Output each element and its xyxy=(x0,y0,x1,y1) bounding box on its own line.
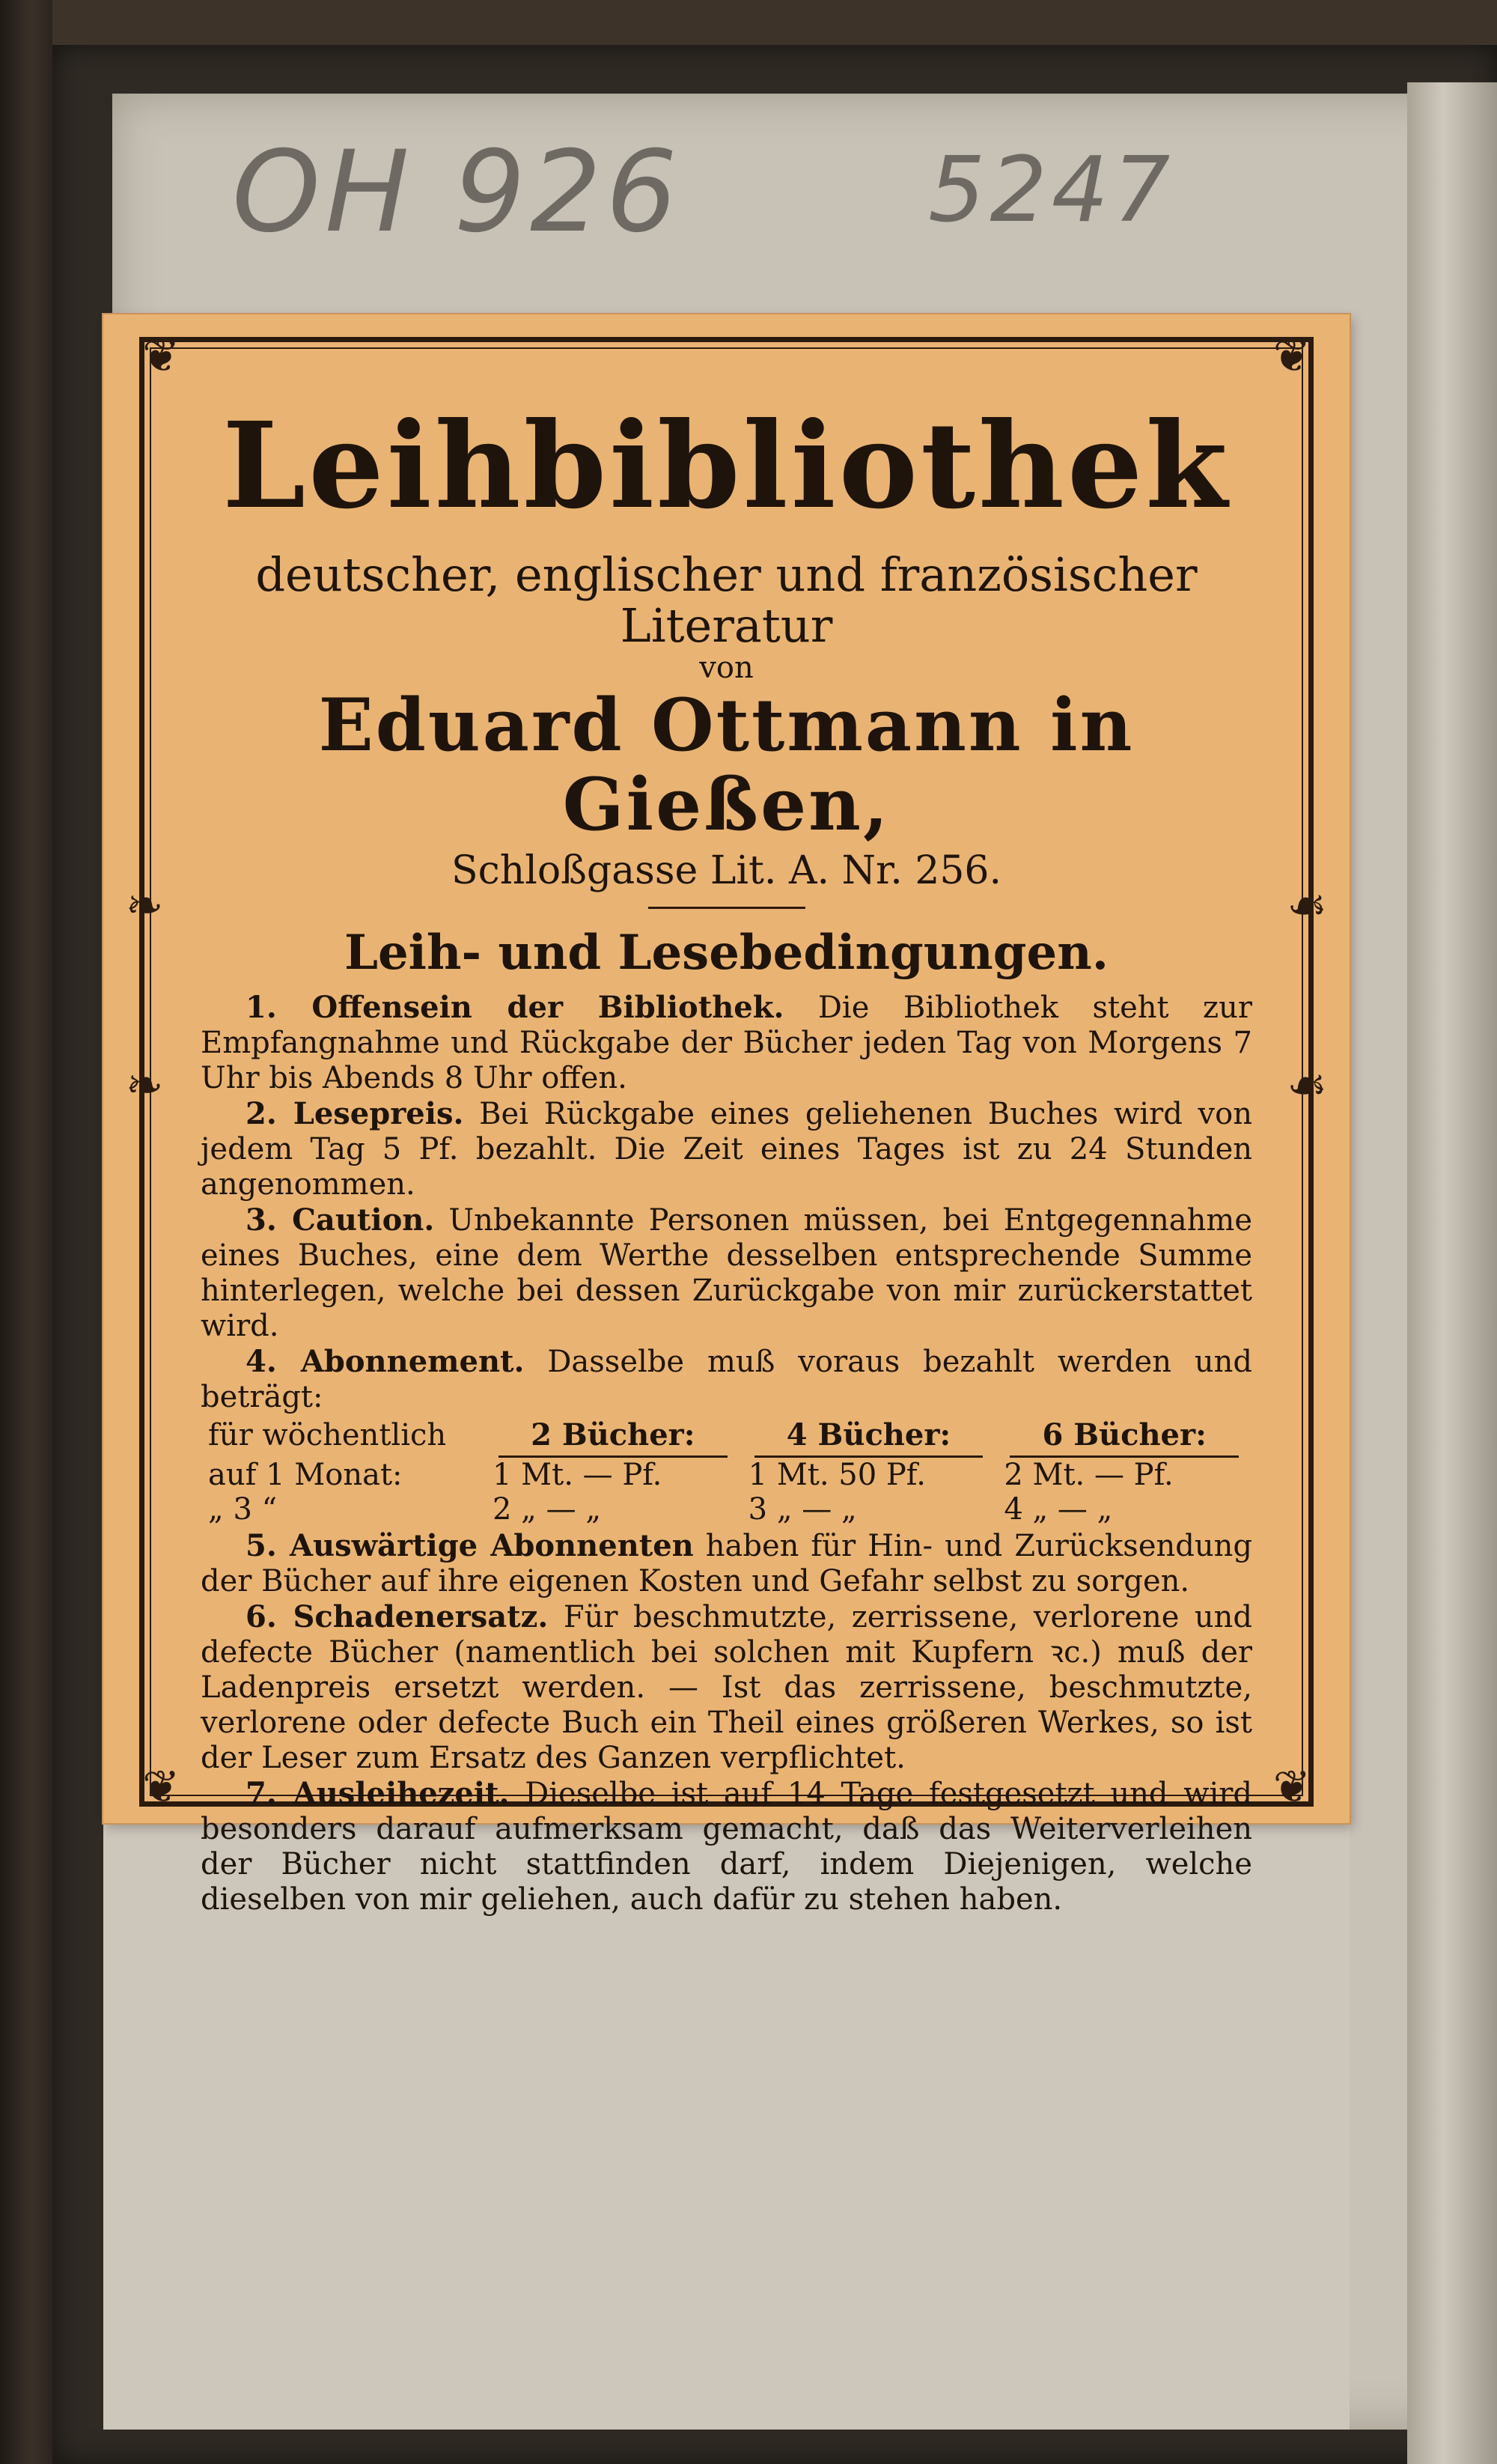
condition-text: Dieselbe ist auf 14 Tage festgesetzt und wird besonders darauf aufmerksam gemacht, daß das Weiterverleihen der Bücher nicht stattfinden darf, indem Diejenigen, welche dieselben von mir geliehen, auch dafür zu stehen haben. xyxy=(201,1777,1253,1917)
condition-text: Bei Rückgabe eines geliehenen Buches wird von jedem Tag 5 Pf. bezahlt. Die Zeit eines Tages ist zu 24 Stunden angenommen. xyxy=(201,1097,1252,1202)
conditions-heading: Leih- und Lesebedingungen. xyxy=(344,924,1109,981)
corner-ornament-icon: ❦ xyxy=(142,1761,180,1813)
condition-lead: 1. Offensein der Bibliothek. xyxy=(246,990,784,1026)
side-ornament-icon: ❧ xyxy=(126,880,164,932)
side-ornament-icon: ❧ xyxy=(126,1059,164,1112)
book-spine-edge xyxy=(0,0,52,2464)
rates-column-header: 2 Bücher: xyxy=(499,1418,728,1458)
condition-lead: 5. Auswärtige Abonnenten xyxy=(246,1528,694,1564)
rates-cell: 2 Mt. — Pf. xyxy=(1004,1458,1174,1493)
condition-text: Dasselbe muß voraus bezahlt werden und beträgt: xyxy=(201,1345,1252,1415)
corner-ornament-icon: ❦ xyxy=(1272,1761,1311,1813)
label-subtitle: deutscher, englischer und französischer Literatur xyxy=(255,547,1198,654)
proprietor-address: Schloßgasse Lit. A. Nr. 256. xyxy=(451,848,1002,894)
divider-rule xyxy=(648,907,805,909)
label-von: von xyxy=(699,651,754,686)
rates-row-label: auf 1 Monat: xyxy=(208,1458,403,1493)
corner-ornament-icon: ❦ xyxy=(1272,330,1311,383)
library-label xyxy=(103,314,1350,1917)
condition-lead: 3. Caution. xyxy=(246,1202,435,1238)
rates-cell: 4 „ — „ xyxy=(1004,1492,1113,1527)
rates-row-label: „ 3 “ xyxy=(208,1492,278,1527)
condition-lead: 6. Schadenersatz. xyxy=(246,1599,549,1635)
condition-paragraph xyxy=(201,1344,1252,1415)
condition-text: Unbekannte Personen müssen, bei Entgegennahme eines Buches, eine dem Werthe desselben entsprechende Summe hinterlegen, welche bei dessen Zurückgabe von mir zurückerstattet wird. xyxy=(201,1203,1253,1344)
subscription-rates-table xyxy=(201,1418,1252,1527)
page-edge xyxy=(1407,82,1497,2464)
side-ornament-icon: ☙ xyxy=(1287,1059,1327,1112)
condition-text: Für beschmutzte, zerrissene, verlorene und defecte Bücher (namentlich bei solchen mit Kupfern ꝛc.) muß der Ladenpreis ersetzt werden. — Ist das zerrissene, beschmutzte, verlorene oder defecte Buch ein Theil eines größeren Werkes, so ist der Leser zum Ersatz des Ganzen verpflichtet. xyxy=(201,1600,1253,1776)
condition-paragraph xyxy=(201,1599,1252,1776)
condition-paragraph xyxy=(201,1776,1252,1917)
corner-ornament-icon: ❦ xyxy=(142,330,180,383)
condition-lead: 4. Abonnement. xyxy=(246,1344,525,1380)
rates-column-header: 6 Bücher: xyxy=(1010,1418,1239,1458)
condition-text: haben für Hin- und Zurücksendung der Bücher auf ihre eigenen Kosten und Gefahr selbst zu sorgen. xyxy=(201,1529,1252,1599)
condition-paragraph xyxy=(201,1528,1252,1599)
pencil-shelfmark: OH 926 xyxy=(232,127,682,258)
condition-paragraph xyxy=(201,1202,1252,1344)
rates-row-header: für wöchentlich xyxy=(208,1418,447,1453)
rates-column-header: 4 Bücher: xyxy=(754,1418,984,1458)
label-content xyxy=(201,367,1253,1917)
condition-paragraph xyxy=(201,990,1252,1096)
label-title: Leihbibliothek xyxy=(222,397,1231,535)
rates-cell: 1 Mt. — Pf. xyxy=(493,1458,662,1493)
pencil-accession-number: 5247 xyxy=(928,139,1175,243)
rates-cell: 2 „ — „ xyxy=(493,1492,602,1527)
condition-paragraph xyxy=(201,1096,1252,1202)
rates-cell: 1 Mt. 50 Pf. xyxy=(748,1458,926,1493)
proprietor-name: Eduard Ottmann in Gießen, xyxy=(318,683,1135,847)
rates-cell: 3 „ — „ xyxy=(748,1492,857,1527)
condition-lead: 2. Lesepreis. xyxy=(246,1096,464,1132)
condition-text: Die Bibliothek steht zur Empfangnahme und Rückgabe der Bücher jeden Tag von Morgens 7 Uhr bis Abends 8 Uhr offen. xyxy=(201,991,1253,1096)
side-ornament-icon: ☙ xyxy=(1287,880,1327,932)
condition-lead: 7. Ausleihezeit. xyxy=(246,1776,510,1812)
